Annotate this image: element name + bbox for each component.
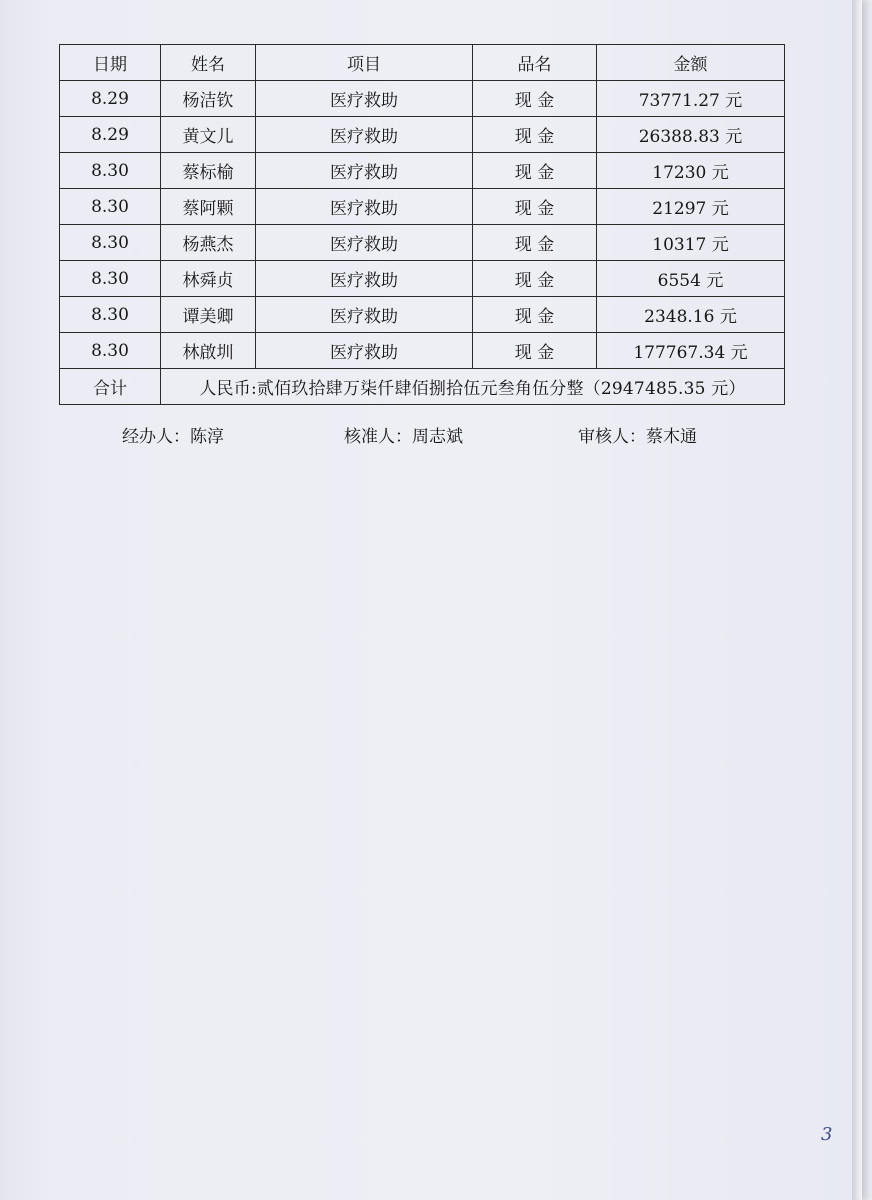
- cell-date: 8.29: [60, 117, 161, 153]
- cell-date: 8.30: [60, 333, 161, 369]
- cell-name: 黄文儿: [161, 117, 256, 153]
- header-name: 姓名: [161, 45, 256, 81]
- cell-type: 现 金: [473, 117, 597, 153]
- cell-date: 8.29: [60, 81, 161, 117]
- reviewer-signature: [578, 422, 697, 447]
- handler-name: 陈淳: [190, 427, 224, 447]
- cell-type: 现 金: [473, 333, 597, 369]
- cell-item: 医疗救助: [256, 225, 473, 261]
- table-row: [60, 189, 785, 225]
- cell-type: 现 金: [473, 297, 597, 333]
- cell-name: 林啟圳: [161, 333, 256, 369]
- table-row: [60, 225, 785, 261]
- table-row: [60, 81, 785, 117]
- table-row: [60, 297, 785, 333]
- cell-type: 现 金: [473, 225, 597, 261]
- cell-item: 医疗救助: [256, 153, 473, 189]
- cell-type: 现 金: [473, 261, 597, 297]
- cell-type: 现 金: [473, 153, 597, 189]
- cell-date: 8.30: [60, 297, 161, 333]
- cell-name: 谭美卿: [161, 297, 256, 333]
- total-row: [60, 369, 785, 405]
- table-row: [60, 333, 785, 369]
- total-amount-in-words: 人民币:贰佰玖拾肆万柒仟肆佰捌拾伍元叁角伍分整（2947485.35 元）: [161, 369, 785, 405]
- header-amount: 金额: [597, 45, 785, 81]
- cell-amount: 177767.34 元: [597, 333, 785, 369]
- cell-item: 医疗救助: [256, 189, 473, 225]
- cell-item: 医疗救助: [256, 261, 473, 297]
- table-row: [60, 261, 785, 297]
- cell-type: 现 金: [473, 81, 597, 117]
- cell-amount: 73771.27 元: [597, 81, 785, 117]
- cell-name: 杨燕杰: [161, 225, 256, 261]
- reviewer-name: 蔡木通: [646, 427, 697, 447]
- cell-date: 8.30: [60, 225, 161, 261]
- cell-name: 林舜贞: [161, 261, 256, 297]
- handwritten-page-number: 3: [821, 1124, 833, 1145]
- paper-edge: [852, 0, 862, 1200]
- table-row: [60, 117, 785, 153]
- cell-item: 医疗救助: [256, 117, 473, 153]
- cell-type: 现 金: [473, 189, 597, 225]
- cell-name: 蔡阿颗: [161, 189, 256, 225]
- reviewer-label: 审核人：: [578, 427, 646, 447]
- signature-line: [0, 422, 862, 446]
- cell-item: 医疗救助: [256, 333, 473, 369]
- cell-amount: 2348.16 元: [597, 297, 785, 333]
- header-item: 项目: [256, 45, 473, 81]
- cell-amount: 10317 元: [597, 225, 785, 261]
- header-date: 日期: [60, 45, 161, 81]
- cell-amount: 6554 元: [597, 261, 785, 297]
- cell-item: 医疗救助: [256, 297, 473, 333]
- approver-signature: [344, 422, 463, 447]
- cell-name: 杨洁钦: [161, 81, 256, 117]
- approver-name: 周志斌: [412, 427, 463, 447]
- table-row: [60, 153, 785, 189]
- approver-label: 核准人：: [344, 427, 412, 447]
- cell-item: 医疗救助: [256, 81, 473, 117]
- handler-label: 经办人：: [122, 427, 190, 447]
- cell-amount: 17230 元: [597, 153, 785, 189]
- cell-amount: 26388.83 元: [597, 117, 785, 153]
- cell-amount: 21297 元: [597, 189, 785, 225]
- table-header-row: [60, 45, 785, 81]
- cell-name: 蔡标榆: [161, 153, 256, 189]
- cell-date: 8.30: [60, 261, 161, 297]
- relief-ledger-table: [59, 44, 785, 405]
- cell-date: 8.30: [60, 153, 161, 189]
- header-type: 品名: [473, 45, 597, 81]
- handler-signature: [122, 422, 224, 447]
- total-label: 合计: [60, 369, 161, 405]
- cell-date: 8.30: [60, 189, 161, 225]
